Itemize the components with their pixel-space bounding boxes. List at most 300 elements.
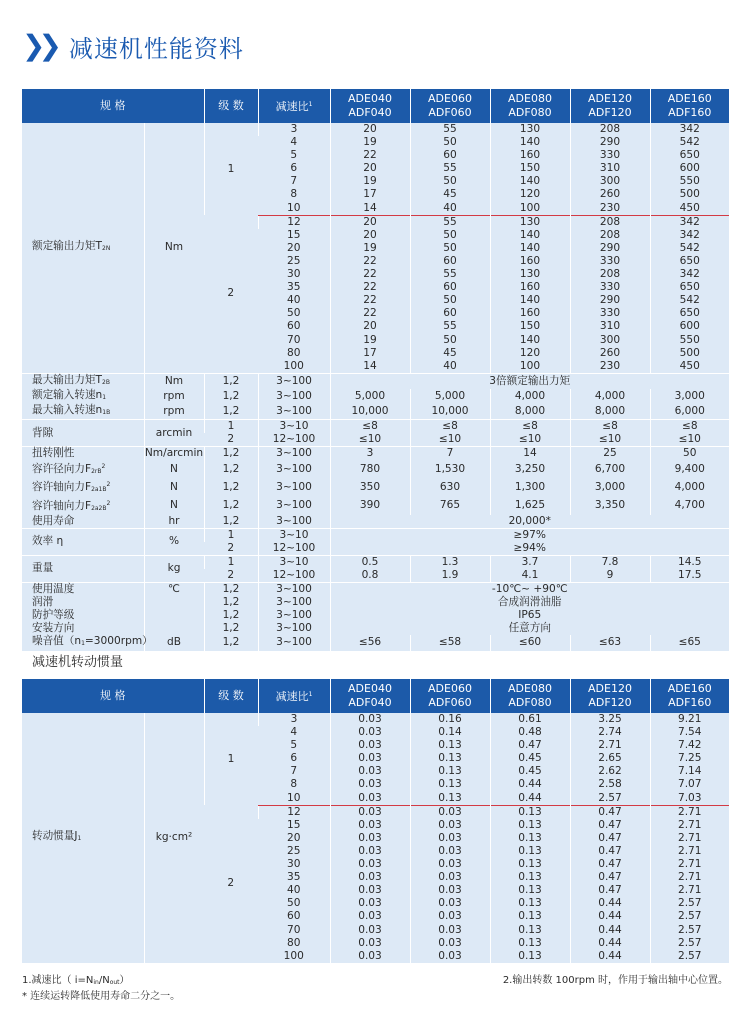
row-stage: 1,2 [204, 596, 258, 609]
cell: 9.21 [650, 713, 729, 726]
row-unit: kg·cm² [144, 713, 204, 963]
cell: 330 [570, 149, 650, 162]
cell: 0.47 [570, 832, 650, 845]
cell: 300 [570, 334, 650, 347]
cell: 0.03 [330, 739, 410, 752]
row-ratio: 6 [258, 752, 330, 765]
cell: 0.03 [410, 937, 490, 950]
row-unit: hr [144, 515, 204, 529]
cell: 0.03 [330, 778, 410, 791]
row-stage: 2 [204, 805, 258, 963]
inertia-body [22, 713, 729, 963]
cell: 45 [410, 347, 490, 360]
row-ratio: 7 [258, 175, 330, 188]
cell: 0.03 [330, 937, 410, 950]
cell: 2.57 [570, 792, 650, 806]
row-label: 使用温度 [22, 583, 144, 597]
cell: 140 [490, 242, 570, 255]
cell: 0.03 [330, 713, 410, 726]
cell: 100 [490, 360, 570, 374]
cell: 542 [650, 136, 729, 149]
header-stage: 级 数 [204, 679, 258, 713]
row-ratio: 15 [258, 819, 330, 832]
cell: 4,000 [490, 389, 570, 404]
table-row [22, 447, 729, 461]
cell: 0.47 [490, 739, 570, 752]
row-ratio: 80 [258, 347, 330, 360]
cell: 650 [650, 281, 729, 294]
row-ratio: 3~100 [258, 404, 330, 420]
cell: 0.44 [570, 937, 650, 950]
inertia-table [22, 679, 729, 963]
cell: 22 [330, 307, 410, 320]
row-ratio: 5 [258, 149, 330, 162]
cell: 0.13 [490, 897, 570, 910]
cell: 150 [490, 320, 570, 333]
cell: 20 [330, 162, 410, 175]
cell: 0.13 [490, 884, 570, 897]
cell: 4,000 [570, 389, 650, 404]
row-unit [144, 622, 204, 635]
table-row [22, 635, 729, 650]
table-row [22, 555, 729, 569]
row-stage: 1,2 [204, 478, 258, 496]
row-stage: 2 [204, 433, 258, 447]
header-model-080: ADE080 ADF080 [490, 679, 570, 713]
cell: 120 [490, 347, 570, 360]
row-ratio: 3~10 [258, 420, 330, 434]
cell: 290 [570, 136, 650, 149]
cell: 342 [650, 215, 729, 229]
cell: 0.44 [490, 792, 570, 806]
cell: 0.13 [490, 819, 570, 832]
footnote-asterisk: * 连续运转降低使用寿命二分之一。 [22, 991, 181, 1002]
cell: ≤10 [490, 433, 570, 447]
row-label: 噪音值$(n_1=3000rpm)$ [22, 635, 144, 650]
cell: 0.44 [570, 910, 650, 923]
cell: 2.57 [650, 897, 729, 910]
cell: 17 [330, 347, 410, 360]
cell: 0.03 [330, 897, 410, 910]
row-stage: 2 [204, 542, 258, 556]
cell: 2.71 [650, 819, 729, 832]
cell: 40 [410, 360, 490, 374]
cell: 7.03 [650, 792, 729, 806]
cell: 300 [570, 175, 650, 188]
row-ratio: 80 [258, 937, 330, 950]
row-value: -10℃~ +90℃ [330, 583, 729, 597]
cell: 0.47 [570, 858, 650, 871]
cell: 0.03 [410, 858, 490, 871]
cell: 0.03 [330, 726, 410, 739]
row-stage: 2 [204, 215, 258, 373]
cell: ≤65 [650, 635, 729, 650]
row-label: 安装方向 [22, 622, 144, 635]
cell: 1,625 [490, 497, 570, 515]
row-ratio: 10 [258, 202, 330, 216]
footnotes-left [22, 974, 180, 1004]
cell: 50 [410, 334, 490, 347]
table-header-row [22, 679, 729, 713]
cell: 2.71 [650, 884, 729, 897]
row-ratio: 3~100 [258, 596, 330, 609]
cell: 0.03 [330, 910, 410, 923]
cell: ≤63 [570, 635, 650, 650]
row-unit: Nm/arcmin [144, 447, 204, 460]
table-row [22, 515, 729, 529]
cell: 7.8 [570, 555, 650, 569]
cell: 2.71 [570, 739, 650, 752]
cell: 390 [330, 497, 410, 515]
cell: 450 [650, 360, 729, 374]
header-model-120: ADE120 ADF120 [570, 679, 650, 713]
cell: 22 [330, 255, 410, 268]
cell: ≤10 [410, 433, 490, 447]
header-model-040: ADE040 ADF040 [330, 89, 410, 123]
cell: 14 [330, 360, 410, 374]
cell: 342 [650, 229, 729, 242]
row-stage: 1,2 [204, 497, 258, 515]
row-label: 容许轴向力$F_{2a1B}^2$ [22, 478, 144, 496]
cell: 650 [650, 149, 729, 162]
cell: 160 [490, 281, 570, 294]
row-stage: 1 [204, 555, 258, 569]
cell: 160 [490, 255, 570, 268]
cell: 0.47 [570, 871, 650, 884]
row-unit: kg [144, 555, 204, 582]
row-ratio: 30 [258, 268, 330, 281]
cell: 50 [650, 447, 729, 461]
header-spec: 规 格 [22, 679, 204, 713]
cell: 19 [330, 242, 410, 255]
row-unit: dB [144, 635, 204, 650]
cell: 3.25 [570, 713, 650, 726]
cell: 140 [490, 229, 570, 242]
cell: 3,000 [650, 389, 729, 404]
row-unit: Nm [144, 123, 204, 373]
row-unit: ℃ [144, 583, 204, 597]
row-label: 防护等级 [22, 609, 144, 622]
cell: 2.57 [650, 910, 729, 923]
row-stage: 1,2 [204, 635, 258, 650]
table-row [22, 389, 729, 404]
row-ratio: 35 [258, 871, 330, 884]
row-ratio: 3 [258, 123, 330, 136]
cell: 60 [410, 149, 490, 162]
row-stage: 1,2 [204, 447, 258, 461]
row-ratio: 7 [258, 765, 330, 778]
row-label: 最大输出力矩$T_{2B}$ [22, 373, 144, 389]
cell: 14 [330, 202, 410, 216]
cell: 3,000 [570, 478, 650, 496]
table-row [22, 497, 729, 515]
cell: 55 [410, 268, 490, 281]
cell: 342 [650, 123, 729, 136]
cell: 0.47 [570, 805, 650, 819]
row-ratio: 60 [258, 910, 330, 923]
table-row [22, 596, 729, 609]
cell: 4,000 [650, 478, 729, 496]
row-ratio: 8 [258, 778, 330, 791]
cell: 40 [410, 202, 490, 216]
row-stage: 2 [204, 569, 258, 583]
row-ratio: 70 [258, 924, 330, 937]
table-row [22, 404, 729, 420]
footnote-1: 1.减速比（ $i=N_{in}/N_{out}$） [22, 975, 130, 986]
row-unit: % [144, 528, 204, 555]
cell: 0.13 [490, 937, 570, 950]
cell: 50 [410, 229, 490, 242]
row-label: 容许径向力$F_{2rB}^2$ [22, 460, 144, 478]
row-value: 3倍额定输出力矩 [330, 373, 729, 389]
row-value: 合成润滑油脂 [330, 596, 729, 609]
cell: 0.13 [490, 910, 570, 923]
cell: 630 [410, 478, 490, 496]
cell: 100 [490, 202, 570, 216]
cell: 350 [330, 478, 410, 496]
cell: 550 [650, 175, 729, 188]
header-model-060: ADE060 ADF060 [410, 89, 490, 123]
cell: 0.03 [330, 805, 410, 819]
row-label: 额定输出力矩$T_{2N}$ [22, 123, 144, 373]
torque-body [22, 123, 729, 373]
row-stage: 1,2 [204, 622, 258, 635]
cell: 0.03 [330, 832, 410, 845]
cell: 22 [330, 281, 410, 294]
cell: 22 [330, 268, 410, 281]
row-stage: 1,2 [204, 583, 258, 597]
row-label: 最大输入转速$n_{1B}$ [22, 404, 144, 420]
performance-body [22, 373, 729, 650]
cell: 45 [410, 188, 490, 201]
cell: 2.62 [570, 765, 650, 778]
row-unit [144, 609, 204, 622]
row-unit: arcmin [144, 420, 204, 447]
row-ratio: 30 [258, 858, 330, 871]
row-stage: 1 [204, 420, 258, 434]
row-ratio: 25 [258, 255, 330, 268]
cell: 0.44 [490, 778, 570, 791]
row-ratio: 3~100 [258, 447, 330, 461]
cell: 130 [490, 215, 570, 229]
cell: 50 [410, 175, 490, 188]
row-ratio: 25 [258, 845, 330, 858]
row-ratio: 50 [258, 307, 330, 320]
cell: 50 [410, 294, 490, 307]
row-ratio: 5 [258, 739, 330, 752]
header-ratio: 减速比$^1$ [258, 679, 330, 713]
cell: 6,000 [650, 404, 729, 420]
cell: 2.57 [650, 924, 729, 937]
page-title-text: 减速机性能资料 [68, 34, 244, 63]
row-unit [144, 596, 204, 609]
cell: 0.03 [410, 884, 490, 897]
row-stage: 1,2 [204, 609, 258, 622]
cell: 0.13 [490, 858, 570, 871]
cell: 0.03 [330, 792, 410, 806]
cell: 550 [650, 334, 729, 347]
cell: 600 [650, 162, 729, 175]
row-ratio: 3 [258, 713, 330, 726]
row-unit: N [144, 478, 204, 496]
cell: 130 [490, 268, 570, 281]
cell: 55 [410, 215, 490, 229]
table-row [22, 583, 729, 597]
row-stage: 1,2 [204, 404, 258, 420]
cell: 0.61 [490, 713, 570, 726]
cell: 20 [330, 229, 410, 242]
cell: 0.03 [410, 910, 490, 923]
performance-table [22, 89, 729, 651]
cell: ≤10 [650, 433, 729, 447]
cell: 0.13 [490, 924, 570, 937]
row-label: 重量 [22, 555, 144, 582]
row-stage: 1 [204, 713, 258, 805]
row-ratio: 4 [258, 136, 330, 149]
cell: ≤8 [490, 420, 570, 434]
cell: 0.47 [570, 845, 650, 858]
row-ratio: 50 [258, 897, 330, 910]
inertia-section-title: 减速机转动惯量 [32, 655, 124, 670]
header-stage: 级 数 [204, 89, 258, 123]
table-row [22, 460, 729, 478]
table-row [22, 478, 729, 496]
row-ratio: 4 [258, 726, 330, 739]
cell: 50 [410, 242, 490, 255]
cell: 0.03 [410, 819, 490, 832]
cell: 19 [330, 334, 410, 347]
row-ratio: 40 [258, 884, 330, 897]
row-ratio: 3~100 [258, 635, 330, 650]
cell: 780 [330, 460, 410, 478]
cell: 0.47 [570, 884, 650, 897]
cell: 310 [570, 162, 650, 175]
cell: 17 [330, 188, 410, 201]
cell: 0.03 [410, 950, 490, 963]
cell: 0.48 [490, 726, 570, 739]
cell: 7.54 [650, 726, 729, 739]
cell: 3 [330, 447, 410, 461]
row-ratio: 3~100 [258, 515, 330, 529]
cell: ≤8 [410, 420, 490, 434]
row-ratio: 12~100 [258, 542, 330, 556]
cell: 230 [570, 202, 650, 216]
row-ratio: 3~100 [258, 497, 330, 515]
cell: 0.13 [490, 845, 570, 858]
cell: 19 [330, 136, 410, 149]
cell: 330 [570, 281, 650, 294]
cell: 0.13 [490, 871, 570, 884]
row-stage: 1,2 [204, 373, 258, 389]
cell: 7.07 [650, 778, 729, 791]
cell: 3,350 [570, 497, 650, 515]
header-model-060: ADE060 ADF060 [410, 679, 490, 713]
cell: 25 [570, 447, 650, 461]
cell: 0.47 [570, 819, 650, 832]
row-ratio: 15 [258, 229, 330, 242]
cell: 0.13 [410, 792, 490, 806]
cell: 60 [410, 307, 490, 320]
cell: 2.74 [570, 726, 650, 739]
page-title [22, 28, 244, 64]
row-ratio: 12 [258, 805, 330, 819]
row-label: 容许轴向力$F_{2a2B}^2$ [22, 497, 144, 515]
cell: 60 [410, 281, 490, 294]
cell: 150 [490, 162, 570, 175]
row-ratio: 20 [258, 832, 330, 845]
cell: 260 [570, 347, 650, 360]
row-ratio: 35 [258, 281, 330, 294]
cell: 6,700 [570, 460, 650, 478]
cell: 0.13 [410, 739, 490, 752]
row-ratio: 100 [258, 950, 330, 963]
cell: 0.13 [490, 832, 570, 845]
row-ratio: 3~100 [258, 478, 330, 496]
cell: 3,250 [490, 460, 570, 478]
cell: ≤56 [330, 635, 410, 650]
row-label: 转动惯量$J_1$ [22, 713, 144, 963]
cell: 0.03 [410, 871, 490, 884]
cell: 0.03 [330, 871, 410, 884]
cell: 60 [410, 255, 490, 268]
cell: 0.8 [330, 569, 410, 583]
table-header-row [22, 89, 729, 123]
cell: 2.57 [650, 950, 729, 963]
cell: 1,300 [490, 478, 570, 496]
cell: ≤10 [570, 433, 650, 447]
header-model-080: ADE080 ADF080 [490, 89, 570, 123]
cell: 19 [330, 175, 410, 188]
cell: 260 [570, 188, 650, 201]
cell: 450 [650, 202, 729, 216]
cell: 20 [330, 320, 410, 333]
row-ratio: 3~10 [258, 555, 330, 569]
cell: 14 [490, 447, 570, 461]
cell: 4.1 [490, 569, 570, 583]
cell: 2.71 [650, 858, 729, 871]
row-value: ≥94% [330, 542, 729, 556]
cell: 0.03 [330, 884, 410, 897]
cell: 330 [570, 307, 650, 320]
cell: ≤8 [570, 420, 650, 434]
header-ratio: 减速比$^1$ [258, 89, 330, 123]
cell: 9,400 [650, 460, 729, 478]
cell: 542 [650, 242, 729, 255]
cell: 7.14 [650, 765, 729, 778]
cell: 10,000 [410, 404, 490, 420]
cell: 0.03 [330, 950, 410, 963]
cell: 55 [410, 320, 490, 333]
row-label: 使用寿命 [22, 515, 144, 529]
cell: 20 [330, 123, 410, 136]
cell: 650 [650, 255, 729, 268]
row-ratio: 3~100 [258, 389, 330, 404]
cell: 208 [570, 215, 650, 229]
cell: 55 [410, 162, 490, 175]
row-stage: 1 [204, 528, 258, 542]
table-row [22, 528, 729, 542]
row-value: 20,000* [330, 515, 729, 529]
cell: 0.44 [570, 950, 650, 963]
cell: 22 [330, 149, 410, 162]
cell: 20 [330, 215, 410, 229]
row-value: ≥97% [330, 528, 729, 542]
cell: 0.03 [330, 845, 410, 858]
cell: 208 [570, 229, 650, 242]
cell: 3.7 [490, 555, 570, 569]
cell: 330 [570, 255, 650, 268]
table-row [22, 420, 729, 434]
